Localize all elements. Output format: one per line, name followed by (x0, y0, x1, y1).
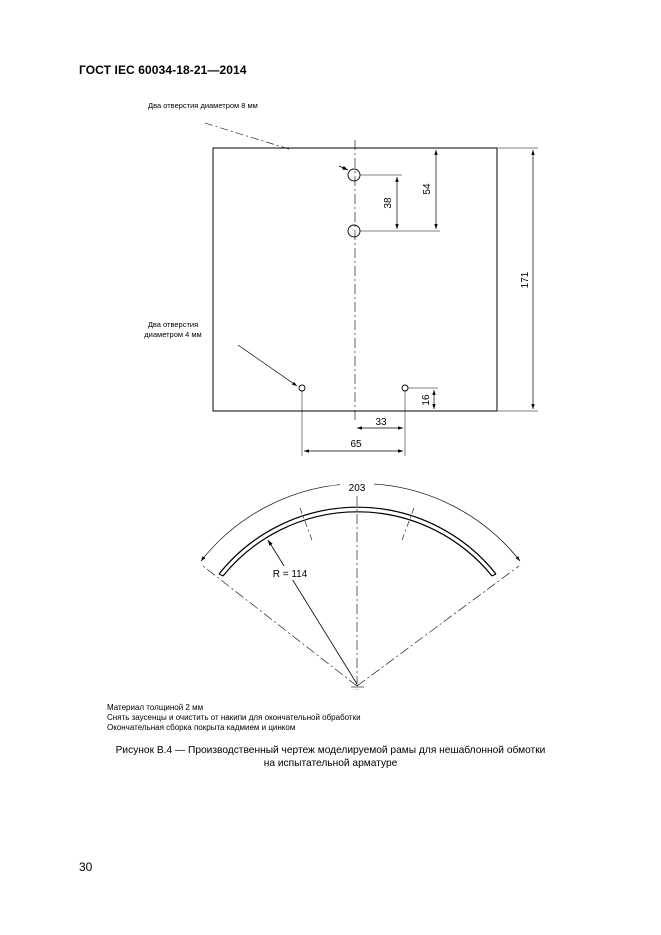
dimension-33: 33 (375, 417, 387, 428)
note-material: Материал толщиной 2 мм (107, 703, 204, 712)
radius-label: R = 114 (272, 569, 308, 580)
arc-view-drawing (201, 484, 520, 690)
dimension-54: 54 (422, 183, 433, 195)
drawing-notes (107, 703, 361, 734)
figure-caption-line1: Рисунок В.4 — Производственный чертеж моделируемой рамы для нешаблонной обмотки (115, 745, 546, 756)
figure-caption-line2: на испытательной арматуре (263, 757, 398, 769)
large-holes-label: Два отверстия диаметром 8 мм (148, 101, 258, 110)
small-holes-label-line1: Два отверстия (147, 320, 199, 329)
document-header: ГОСТ IEC 60034-18-21—2014 (79, 63, 247, 77)
dimension-65: 65 (350, 439, 362, 450)
figure-caption (0, 745, 661, 770)
note-deburr: Снять заусенцы и очистить от накипи для окончательной обработки (107, 713, 361, 723)
small-holes-leader (238, 345, 297, 386)
frame-strip-outer (219, 507, 496, 574)
note-coating: Окончательная сборка покрыта кадмием и цинком (107, 723, 296, 733)
radius-line (268, 540, 357, 684)
dimension-38: 38 (383, 197, 394, 209)
small-hole-right (402, 385, 408, 391)
small-hole-left (299, 385, 305, 391)
dimension-203: 203 (348, 483, 366, 494)
page-number: 30 (79, 860, 93, 874)
large-holes-leader (205, 123, 292, 150)
large-hole-upper (348, 169, 360, 181)
dimension-171: 171 (520, 271, 531, 289)
dimension-16: 16 (421, 394, 432, 406)
frame-strip-inner (223, 512, 492, 576)
top-view-drawing (205, 123, 538, 456)
small-holes-label-line2: диаметром 4 мм (144, 330, 202, 339)
large-hole-lower (348, 225, 360, 237)
